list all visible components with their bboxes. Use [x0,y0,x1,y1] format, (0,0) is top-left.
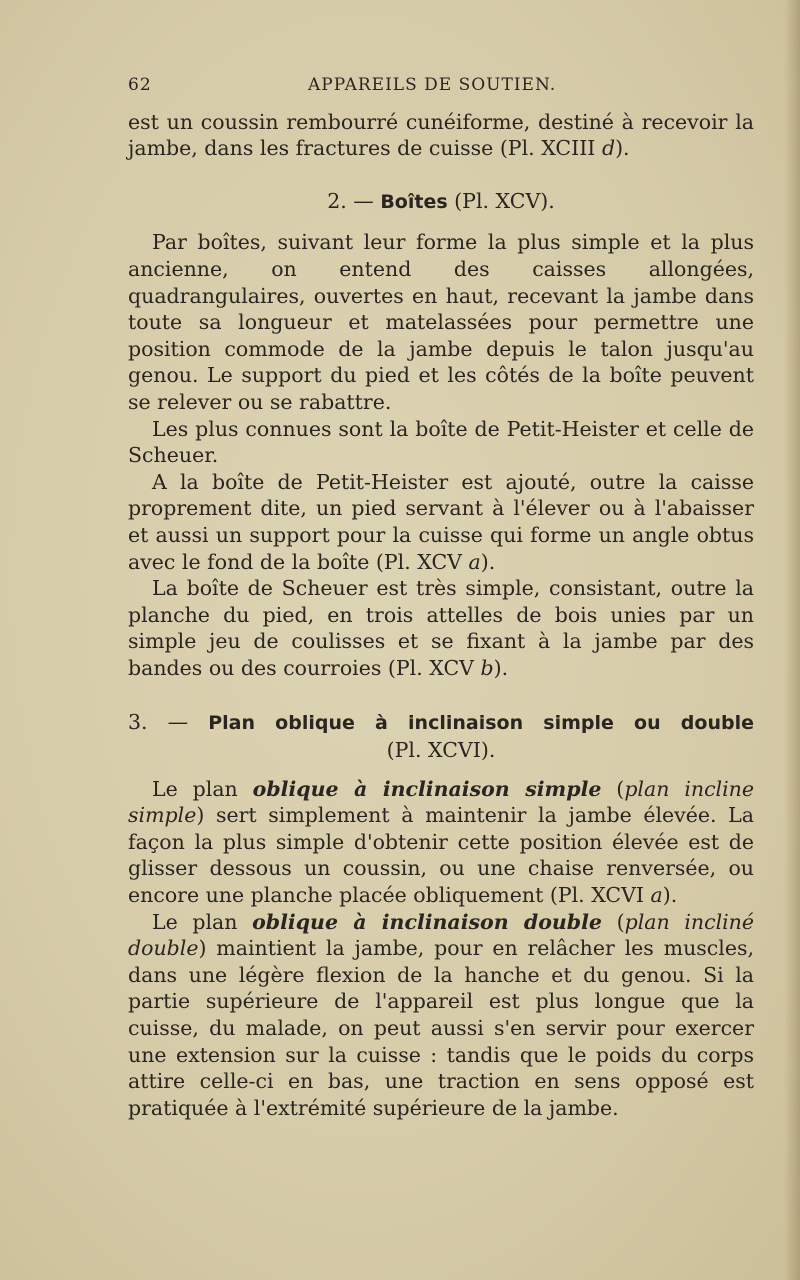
page-edge-shadow [784,0,800,1280]
paragraph-boites-definition: Par boîtes, suivant leur forme la plus simple et la plus ancienne, on entend des caisses allongées, quadrangulaires, ouvertes en haut, recevant la jambe dans toute sa longueur et matelassées pour permettre une position commode de la jambe depuis le talon jusqu'au genou. Le support du pied et les côtés de la boîte peuvent se relever ou se rabattre. [128,230,754,414]
intro-paragraph: est un coussin rembourré cunéiforme, destiné à recevoir la jambe, dans les fractures de cuisse (Pl. XCIII d). [128,109,754,161]
book-page [128,72,754,1121]
running-header [128,72,754,99]
page-number: 62 [128,75,152,95]
section-3-number: 3. — [128,710,189,735]
paragraph-plan-simple: Le plan oblique à inclinaison simple (plan incline simple) sert simplement à maintenir la jambe élevée. La façon la plus simple d'obtenir cette position élevée est de glisser dessous un coussin, ou une chaise renversée, ou encore une planche placée obliquement (Pl. XCVI a). [128,776,755,908]
section-2-title: Boîtes [380,190,448,213]
section-3-heading [128,709,754,763]
section-2-heading [128,188,754,216]
paragraph-plan-double: Le plan oblique à inclinaison double (plan incliné double) maintient la jambe, pour en relâcher les muscles, dans une légère flexion de la hanche et du genou. Si la partie supérieure de l'appareil est plus longue que la cuisse, du malade, on peut aussi s'en servir pour exercer une extension sur la cuisse : tandis que le poids du corps attire celle-ci en bas, une traction en sens opposé est pratiquée à l'extrémité supérieure de la jambe. [128,909,755,1120]
paragraph-petit-heister: A la boîte de Petit-Heister est ajouté, outre la caisse proprement dite, un pied servant à l'élever ou à l'abaisser et aussi un support pour la cuisse qui forme un angle obtus avec le fond de la boîte (Pl. XCV a). [128,469,754,574]
paragraph-boites-known: Les plus connues sont la boîte de Petit-Heister et celle de Scheuer. [128,416,754,468]
section-2-ref: (Pl. XCV). [454,188,555,213]
paragraph-scheuer: La boîte de Scheuer est très simple, consistant, outre la planche du pied, en trois attelles de bois unies par un simple jeu de coulisses et se fixant à la jambe par des bandes ou des courroies (Pl. XCV b). [128,576,754,680]
section-2-number: 2. — [327,188,374,213]
section-3-ref: (Pl. XCVI). [386,738,496,763]
running-title: APPAREILS DE SOUTIEN. [308,75,557,95]
section-3-title: Plan oblique à inclinaison simple ou double [208,712,754,735]
